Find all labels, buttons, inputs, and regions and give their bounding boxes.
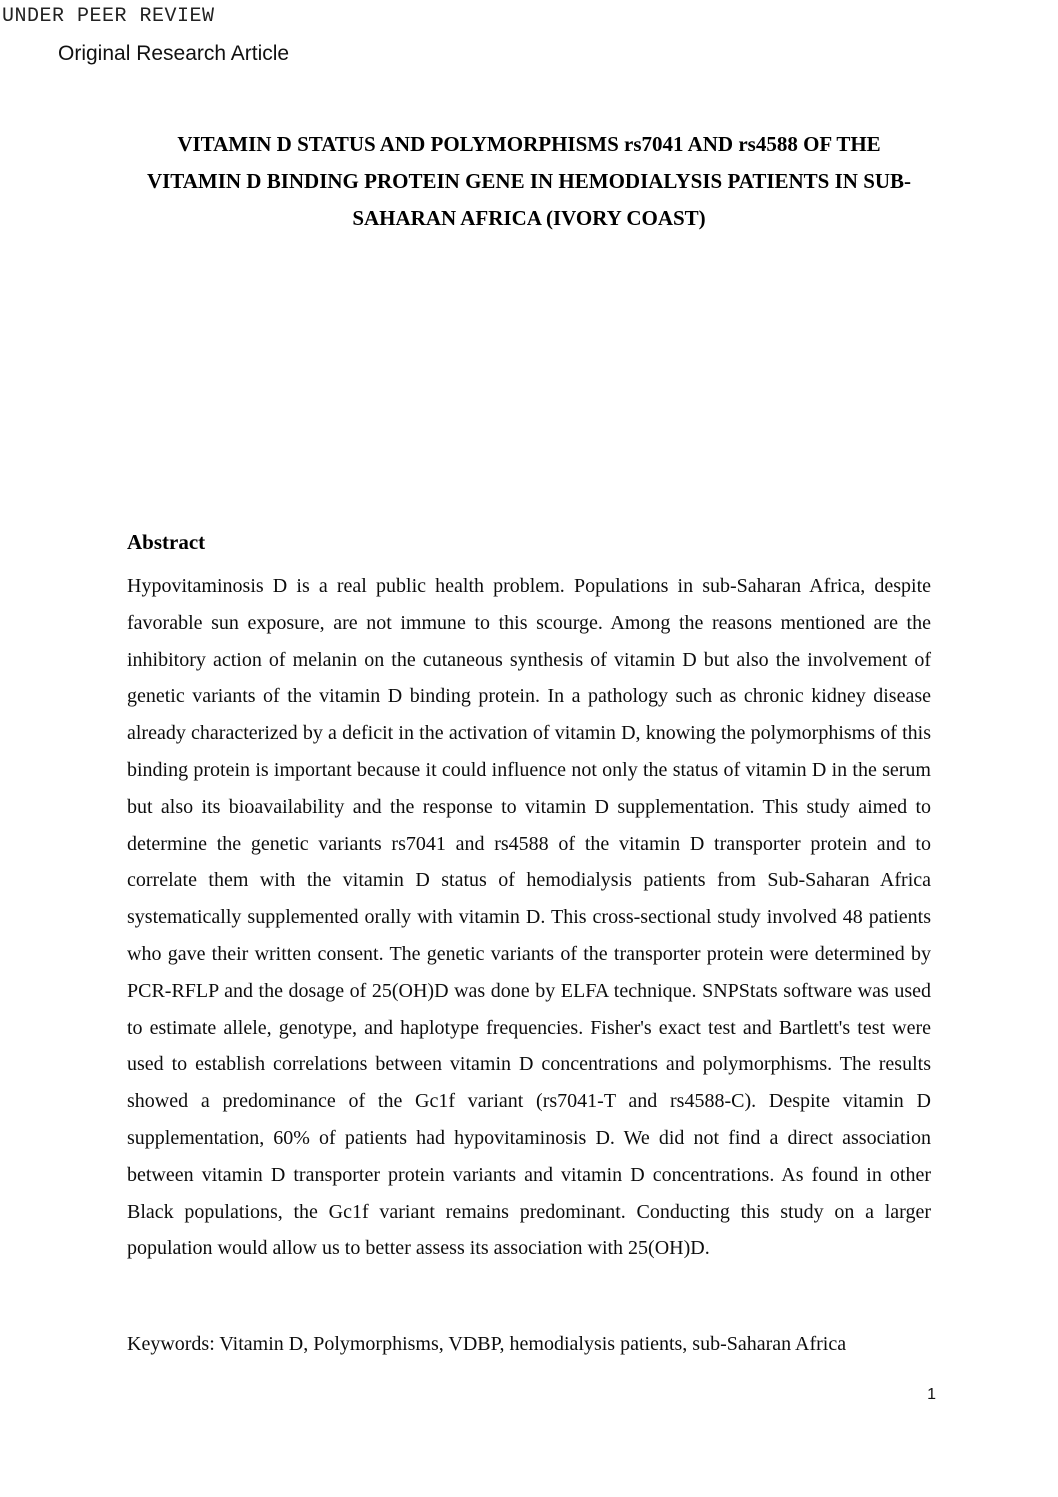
abstract-paragraph: Hypovitaminosis D is a real public health problem. Populations in sub-Saharan Africa, despite favorable sun exposure, are not immune to this scourge. Among the reasons mentioned are the inhibitory action of melanin on the cutaneous synthesis of vitamin D but also the involvement of genetic variants of the vitamin D binding protein. In a pathology such as chronic kidney disease already characterized by a deficit in the activation of vitamin D, knowing the polymorphisms of this binding protein is important because it could influence not only the status of vitamin D in the serum but also its bioavailability and the response to vitamin D supplementation. This study aimed to determine the genetic variants rs7041 and rs4588 of the vitamin D transporter protein and to correlate them with the vitamin D status of hemodialysis patients from Sub-Saharan Africa systematically supplemented orally with vitamin D. This cross-sectional study involved 48 patients who gave their written consent. The genetic variants of the transporter protein were determined by PCR-RFLP and the dosage of 25(OH)D was done by ELFA technique. SNPStats software was used to estimate allele, genotype, and haplotype frequencies. Fisher's exact test and Bartlett's test were used to establish correlations between vitamin D concentrations and polymorphisms. The results showed a predominance of the Gc1f variant (rs7041-T and rs4588-C). Despite vitamin D supplementation, 60% of patients had hypovitaminosis D. We did not find a direct association between vitamin D transporter protein variants and vitamin D concentrations. As found in other Black populations, the Gc1f variant remains predominant. Conducting this study on a larger population would allow us to better assess its association with 25(OH)D. bbox=[127, 575, 931, 1260]
keywords-line: Keywords: Vitamin D, Polymorphisms, VDBP, hemodialysis patients, sub-Saharan Africa bbox=[127, 1333, 847, 1355]
abstract-heading: Abstract bbox=[127, 530, 206, 554]
paper-title bbox=[127, 126, 931, 237]
page-number: 1 bbox=[927, 1386, 936, 1403]
paper-title-line-1: VITAMIN D STATUS AND POLYMORPHISMS rs7041 AND rs4588 OF THE bbox=[177, 132, 881, 156]
paper-title-line-2: VITAMIN D BINDING PROTEIN GENE IN HEMODIALYSIS PATIENTS IN SUB- bbox=[146, 169, 912, 193]
paper-title-line-3: SAHARAN AFRICA (IVORY COAST) bbox=[352, 206, 706, 230]
article-type-label: Original Research Article bbox=[58, 42, 290, 65]
peer-review-status-banner: UNDER PEER REVIEW bbox=[2, 5, 215, 28]
